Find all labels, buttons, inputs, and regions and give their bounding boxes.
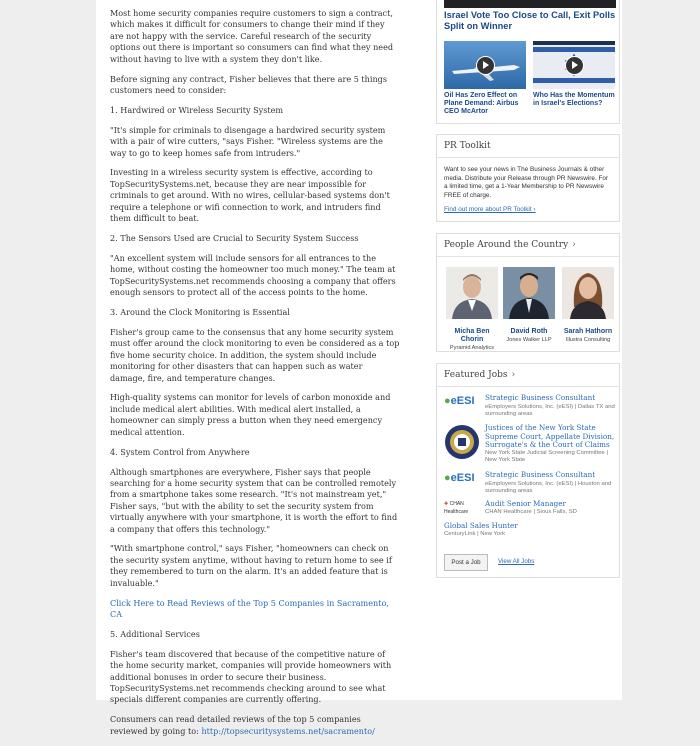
view-all-jobs-link[interactable]: View All Jobs: [498, 558, 535, 565]
person-photo: [503, 267, 555, 319]
pr-toolkit-link[interactable]: Find out more about PR Toolkit ›: [444, 205, 536, 213]
people-title-text: People Around the Country: [444, 240, 569, 250]
job-company: CenturyLink | New York: [444, 531, 506, 537]
job-listing[interactable]: [444, 394, 616, 416]
reviews-link[interactable]: Click Here to Read Reviews of the Top 5 Companies in Sacramento, CA: [110, 597, 389, 619]
job-company: New York State Judicial Screening Committee | New York State: [485, 450, 609, 463]
chevron-right-icon: ›: [511, 370, 516, 380]
article-paragraph: High-quality systems can monitor for levels of carbon monoxide and include medical alert abilities. With medical alert installed, a homeowner can simply press a button when they need emergency medical attention.: [110, 392, 391, 437]
article-paragraph: "It's simple for criminals to disengage a hardwired security system with a pair of wire cutters, "says Fisher. "Wireless systems are the way to go to keep homes safe from intruders.": [110, 124, 386, 158]
play-icon[interactable]: [565, 56, 584, 75]
article-body: [110, 8, 400, 746]
chan-logo-text: CHAN Healthcare: [444, 501, 469, 515]
featured-jobs-box: [436, 363, 620, 578]
news-box: [436, 0, 620, 124]
job-company: eEmployers Solutions, Inc. (eESI) | Houston and surrounding areas: [485, 481, 612, 494]
person-name[interactable]: Micha Ben Chorin: [454, 328, 490, 343]
final-text: Consumers can read detailed reviews of the top 5 companies reviewed by going to:: [110, 714, 361, 736]
article-paragraph: Most home security companies require customers to sign a contract, which makes it difficult for consumers to change their mind if they are not happy with the service. Careful research of the security options out there is important so consumers can find what they need without having to live with a system they don't like.: [110, 8, 394, 64]
job-listing[interactable]: [444, 500, 616, 518]
final-link[interactable]: http://topsecuritysystems.net/sacramento/: [201, 725, 375, 736]
job-title[interactable]: Strategic Business Consultant: [485, 470, 596, 479]
article-paragraph: "With smartphone control," says Fisher, "homeowners can check on the security system anytime, without having to return home to see if they remembered to turn on the alarm. It's an added feature that is invaluable.": [110, 543, 392, 588]
pr-toolkit-box: [436, 134, 620, 222]
ny-state-seal-icon: [444, 424, 480, 460]
article-subheading: 1. Hardwired or Wireless Security System: [110, 104, 284, 115]
jobs-title[interactable]: [437, 364, 619, 387]
video-caption[interactable]: Oil Has Zero Effect on Plane Demand: Airbus CEO McArtor: [444, 92, 519, 116]
person-card[interactable]: [501, 267, 557, 343]
pr-toolkit-text: Want to see your news in The Business Journals & other media. Distribute your Release through PR Newswire. For a limited time, get a 1-Year Membership to PR Newswire FREE of charge.: [444, 166, 609, 200]
post-a-job-button[interactable]: Post a Job: [444, 554, 488, 571]
article-paragraph: Although smartphones are everywhere, Fisher says that people searching for a home security system that can be controlled remotely from a smartphone takes some research. "It's not mainstream yet," Fisher says, "but with the ability to set the security system from virtually anywhere with your smartphone, it is worth the effort to find a company that offers this technology.": [110, 466, 398, 534]
video-thumbnail[interactable]: [533, 41, 615, 89]
article-paragraph: "An excellent system will include sensors for all entrances to the home, without costing the homeowner too much money." The team at TopSecuritySystems.net recommends choosing a company that offers enough sensors to protect all of the access points to the home.: [110, 252, 396, 298]
job-listing[interactable]: [444, 471, 616, 493]
article-subheading: 4. System Control from Anywhere: [110, 446, 250, 457]
job-title[interactable]: Strategic Business Consultant: [485, 393, 596, 402]
article-paragraph: Investing in a wireless security system is effective, according to TopSecuritySystems.net, because they are near impossible for criminals to get around. With no wires, cellular-based systems don't require a telephone or wifi connection to work, and intruders find them difficult to beat.: [110, 167, 390, 224]
article-paragraph: Fisher's group came to the consensus that any home security system must offer around the clock monitoring to even be considered as a top five home security choice. In addition, the system should include monitoring for other disasters that can happen such as water damage, fire, and temperature changes.: [110, 326, 400, 383]
people-box: [436, 233, 620, 352]
video-caption[interactable]: Who Has the Momentum in Israel's Elections?: [533, 92, 615, 108]
esi-logo-text: eESI: [450, 395, 475, 407]
job-company: eEmployers Solutions, Inc. (eESI) | Dallas TX and surrounding areas: [485, 404, 615, 417]
jobs-title-text: Featured Jobs: [444, 370, 508, 380]
person-name[interactable]: David Roth: [510, 328, 548, 335]
person-photo: [562, 267, 614, 319]
person-company: Jones Walker LLP: [506, 337, 552, 343]
article-subheading: 2. The Sensors Used are Crucial to Security System Success: [110, 233, 359, 243]
article-subheading: 5. Additional Services: [110, 628, 200, 639]
chan-healthcare-logo-icon: ✚ CHAN Healthcare: [444, 501, 469, 515]
job-title[interactable]: Justices of the New York State Supreme Court, Appellate Division, Surrogate's & the Court of Claims: [485, 423, 615, 450]
article-subheading: 3. Around the Clock Monitoring is Essential: [110, 307, 290, 318]
esi-logo-text: eESI: [450, 472, 475, 484]
play-icon[interactable]: [476, 56, 495, 75]
pr-toolkit-title: PR Toolkit: [437, 135, 619, 158]
news-headline[interactable]: Israel Vote Too Close to Call, Exit Polls Split on Winner: [444, 10, 616, 31]
video-thumbnail[interactable]: [444, 41, 526, 89]
person-card[interactable]: [444, 267, 500, 351]
article-paragraph: Fisher's team discovered that because of the competitive nature of the home security market, companies will provide homeowners with additional bonuses in order to secure their business. TopSecuritySystems.net recommends checking around to see what specials different companies are currently offering.: [110, 648, 392, 705]
job-company: CHAN Healthcare | Sioux Falls, SD: [485, 509, 577, 515]
person-name[interactable]: Sarah Hathorn: [563, 328, 613, 335]
job-listing[interactable]: [444, 424, 616, 464]
job-title[interactable]: Audit Senior Manager: [485, 499, 566, 508]
chevron-right-icon: ›: [572, 240, 576, 250]
job-title[interactable]: Global Sales Hunter: [444, 521, 518, 530]
person-card[interactable]: [560, 267, 616, 343]
job-listing[interactable]: [444, 522, 616, 540]
people-title[interactable]: [437, 234, 619, 257]
article-paragraph-final: [110, 714, 400, 737]
person-company: Illustra Consulting: [565, 337, 611, 343]
person-company: Pyramid Analytics: [449, 345, 495, 351]
news-image-strip: [444, 0, 616, 8]
esi-logo-icon: ●eESI: [444, 395, 475, 407]
person-photo: [446, 267, 498, 319]
esi-logo-icon: ●eESI: [444, 472, 475, 484]
article-paragraph: Before signing any contract, Fisher believes that there are 5 things customers need to consider:: [110, 73, 388, 95]
